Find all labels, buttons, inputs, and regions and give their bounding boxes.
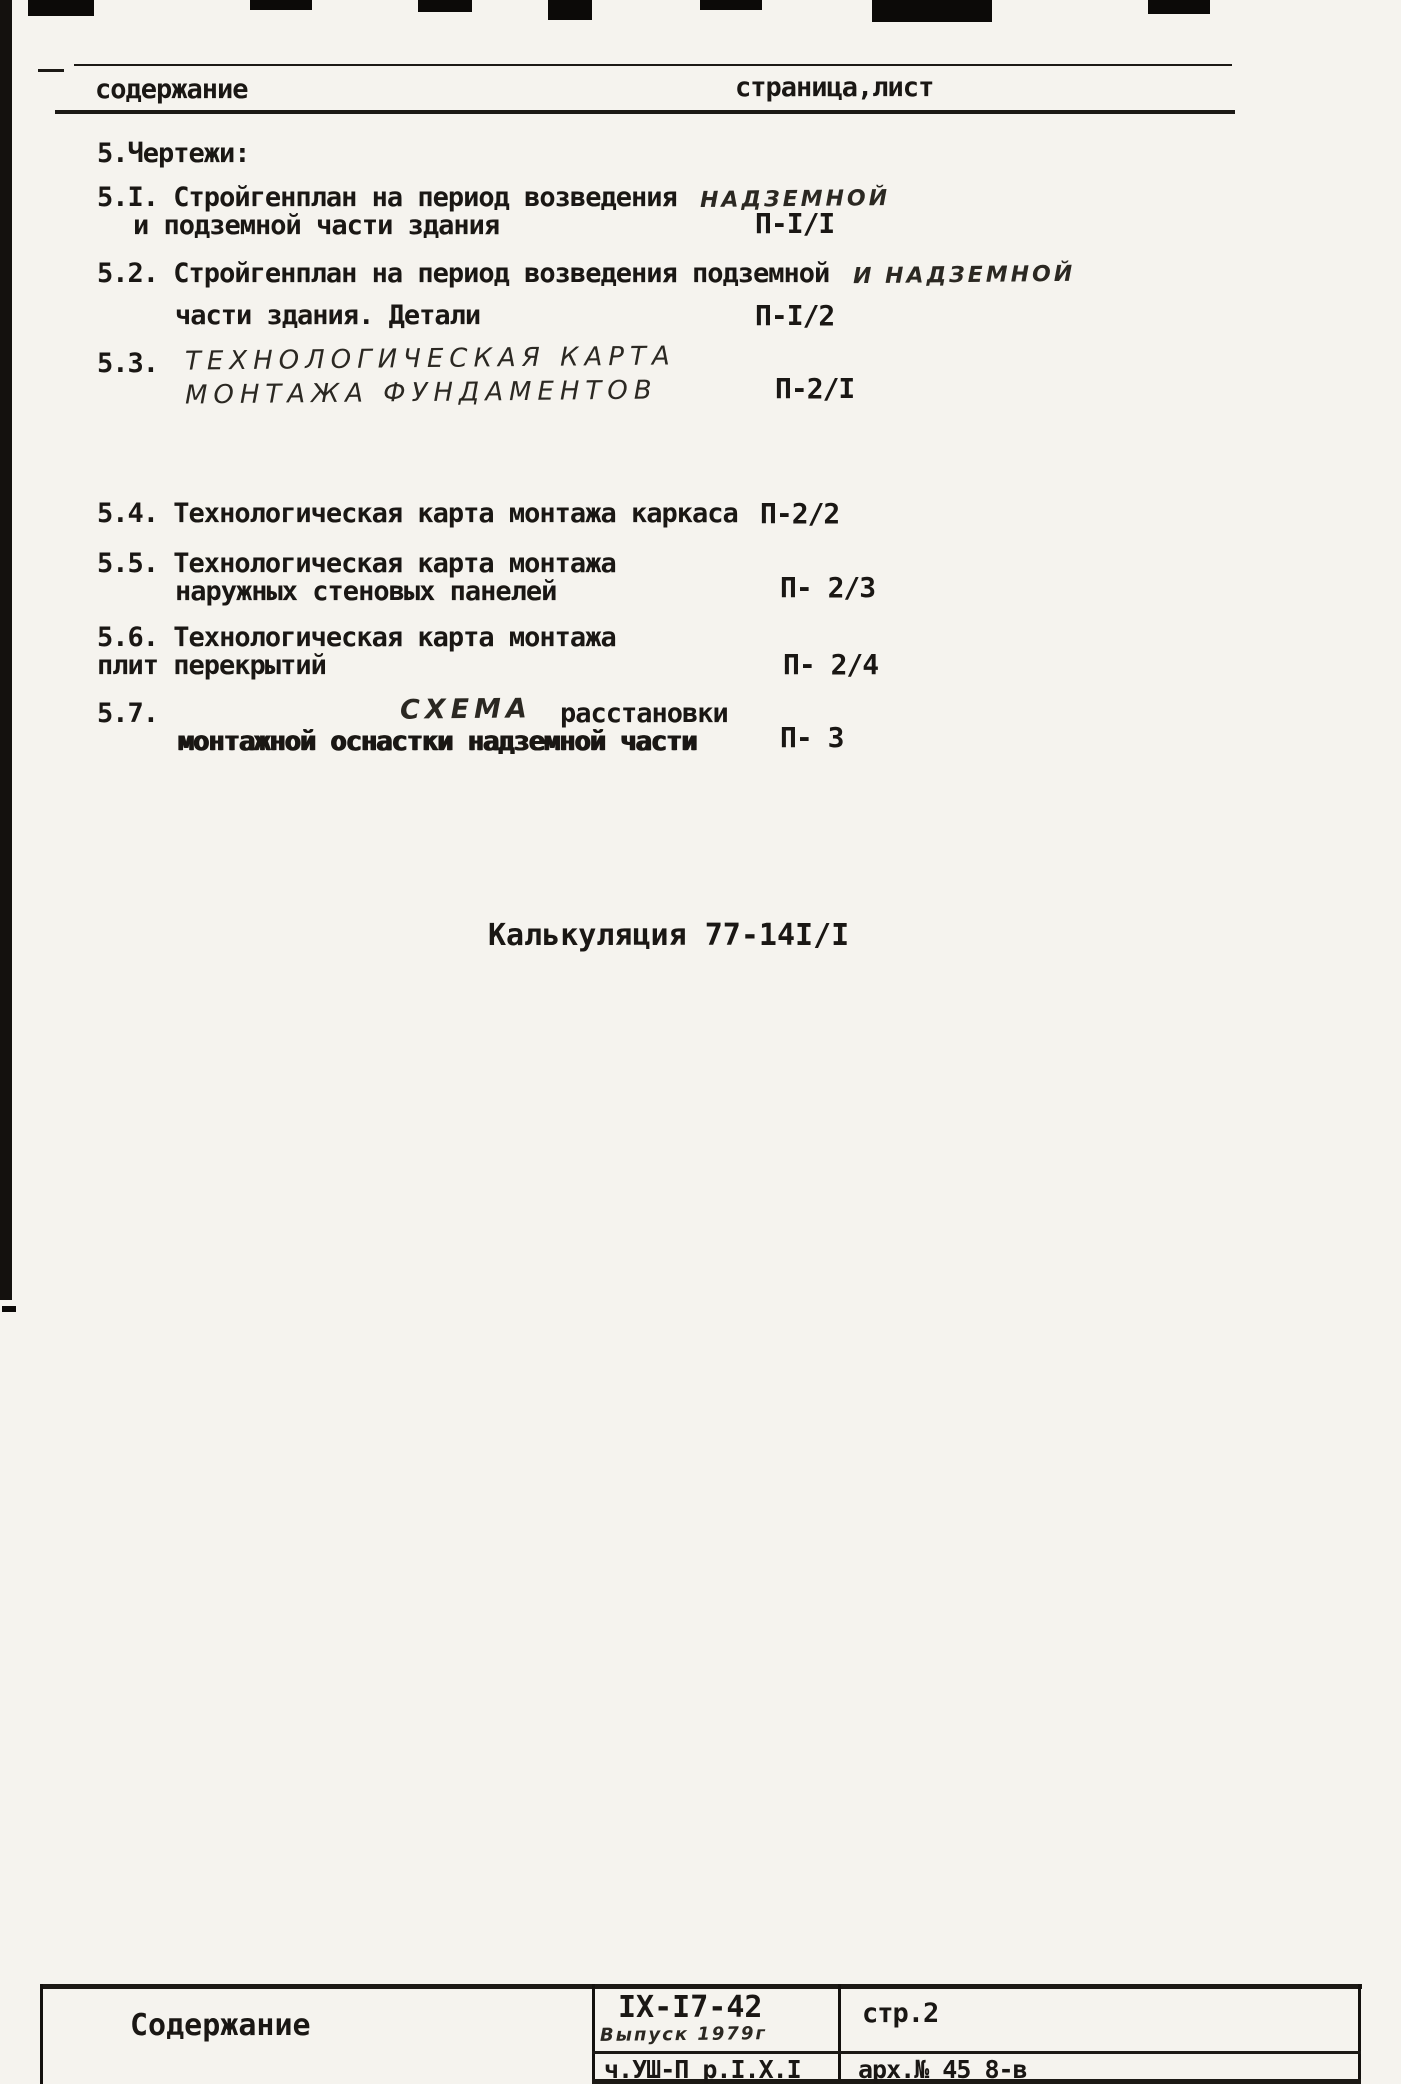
scan-artifact xyxy=(418,0,472,12)
sheet-ref: П-2/2 xyxy=(760,497,840,530)
titleblock-title: Содержание xyxy=(130,2008,311,2043)
scan-artifact xyxy=(1148,0,1210,14)
header-bottom-rule xyxy=(55,110,1235,114)
titleblock-issue-handwritten: Выпуск 1979г xyxy=(599,2023,767,2046)
toc-item-number: 5.3. xyxy=(97,348,159,379)
toc-item-text: Технологическая карта монтажа xyxy=(173,548,616,579)
toc-item-text: Технологическая карта монтажа каркаса xyxy=(173,498,738,529)
toc-item-handwritten-text: И НАДЗЕМНОЙ xyxy=(852,261,1075,290)
toc-item-number: 5.5. xyxy=(97,548,159,579)
titleblock-top-rule xyxy=(40,1984,1362,1989)
titleblock-archive-ref: арх.№ 45 8-в xyxy=(858,2055,1027,2084)
toc-item-number: 5.4. xyxy=(97,498,159,529)
toc-item-number: 5.2. xyxy=(97,258,159,289)
titleblock-page-number: стр.2 xyxy=(862,1998,939,2029)
titleblock-mid-rule xyxy=(592,2051,1361,2054)
toc-item-line xyxy=(97,498,738,529)
toc-item-text: Стройгенплан на период возведения подземной xyxy=(173,258,830,289)
titleblock-divider-2 xyxy=(838,1984,841,2084)
scan-artifact xyxy=(2,1306,16,1312)
titleblock-doc-number: IX-I7-42 xyxy=(618,1990,763,2025)
toc-item-line: и подземной части здания xyxy=(133,210,500,241)
toc-item-line: плит перекрытий xyxy=(97,650,326,681)
sheet-ref: П-2/I xyxy=(775,372,855,405)
toc-item-text: Технологическая карта монтажа xyxy=(173,622,616,653)
scan-artifact xyxy=(548,0,592,20)
titleblock-divider-1 xyxy=(592,1984,595,2084)
toc-item-line: части здания. Детали xyxy=(175,300,481,331)
toc-item-number: 5.I. xyxy=(97,182,159,213)
sheet-ref: П-I/2 xyxy=(755,299,835,332)
toc-item-text: Стройгенплан на период возведения xyxy=(173,182,677,213)
toc-item-line: монтажной оснастки надземной части xyxy=(178,726,697,757)
toc-item-line xyxy=(97,258,1075,289)
toc-item-handwritten-text: ТЕХНОЛОГИЧЕСКАЯ КАРТА xyxy=(184,341,676,377)
calculation-note: Калькуляция 77-14I/I xyxy=(488,918,850,953)
toc-item-line xyxy=(97,548,616,579)
sheet-ref: П-I/I xyxy=(755,207,835,240)
scan-artifact xyxy=(250,0,312,10)
toc-item-handwritten-text: СХЕМА xyxy=(399,693,533,726)
left-border-line xyxy=(0,0,12,1300)
titleblock-part-ref: ч.УШ-П р.I.Х.I xyxy=(604,2055,801,2084)
toc-item-handwritten-text: НАДЗЕМНОЙ xyxy=(699,186,891,213)
header-sheet-label: страница,лист xyxy=(735,72,934,103)
header-contents-label: содержание xyxy=(95,74,248,105)
section-title: 5.Чертежи: xyxy=(97,138,250,169)
toc-item-handwritten-text: МОНТАЖА ФУНДАМЕНТОВ xyxy=(184,375,658,411)
header-top-rule xyxy=(74,64,1232,66)
sheet-ref: П- 3 xyxy=(780,721,844,754)
sheet-ref: П- 2/4 xyxy=(783,648,879,681)
scan-artifact xyxy=(872,0,992,22)
toc-item-line: наружных стеновых панелей xyxy=(175,576,557,607)
titleblock-right-rule xyxy=(1358,1984,1361,2084)
sheet-ref: П- 2/3 xyxy=(780,571,876,604)
scan-artifact xyxy=(28,0,94,16)
toc-item-line xyxy=(97,622,616,653)
toc-item-number: 5.7. xyxy=(97,698,159,729)
toc-item-number: 5.6. xyxy=(97,622,159,653)
toc-item-text: расстановки xyxy=(560,698,728,729)
header-left-dash xyxy=(38,69,64,72)
scan-artifact xyxy=(700,0,762,10)
titleblock-left-rule xyxy=(40,1984,43,2084)
